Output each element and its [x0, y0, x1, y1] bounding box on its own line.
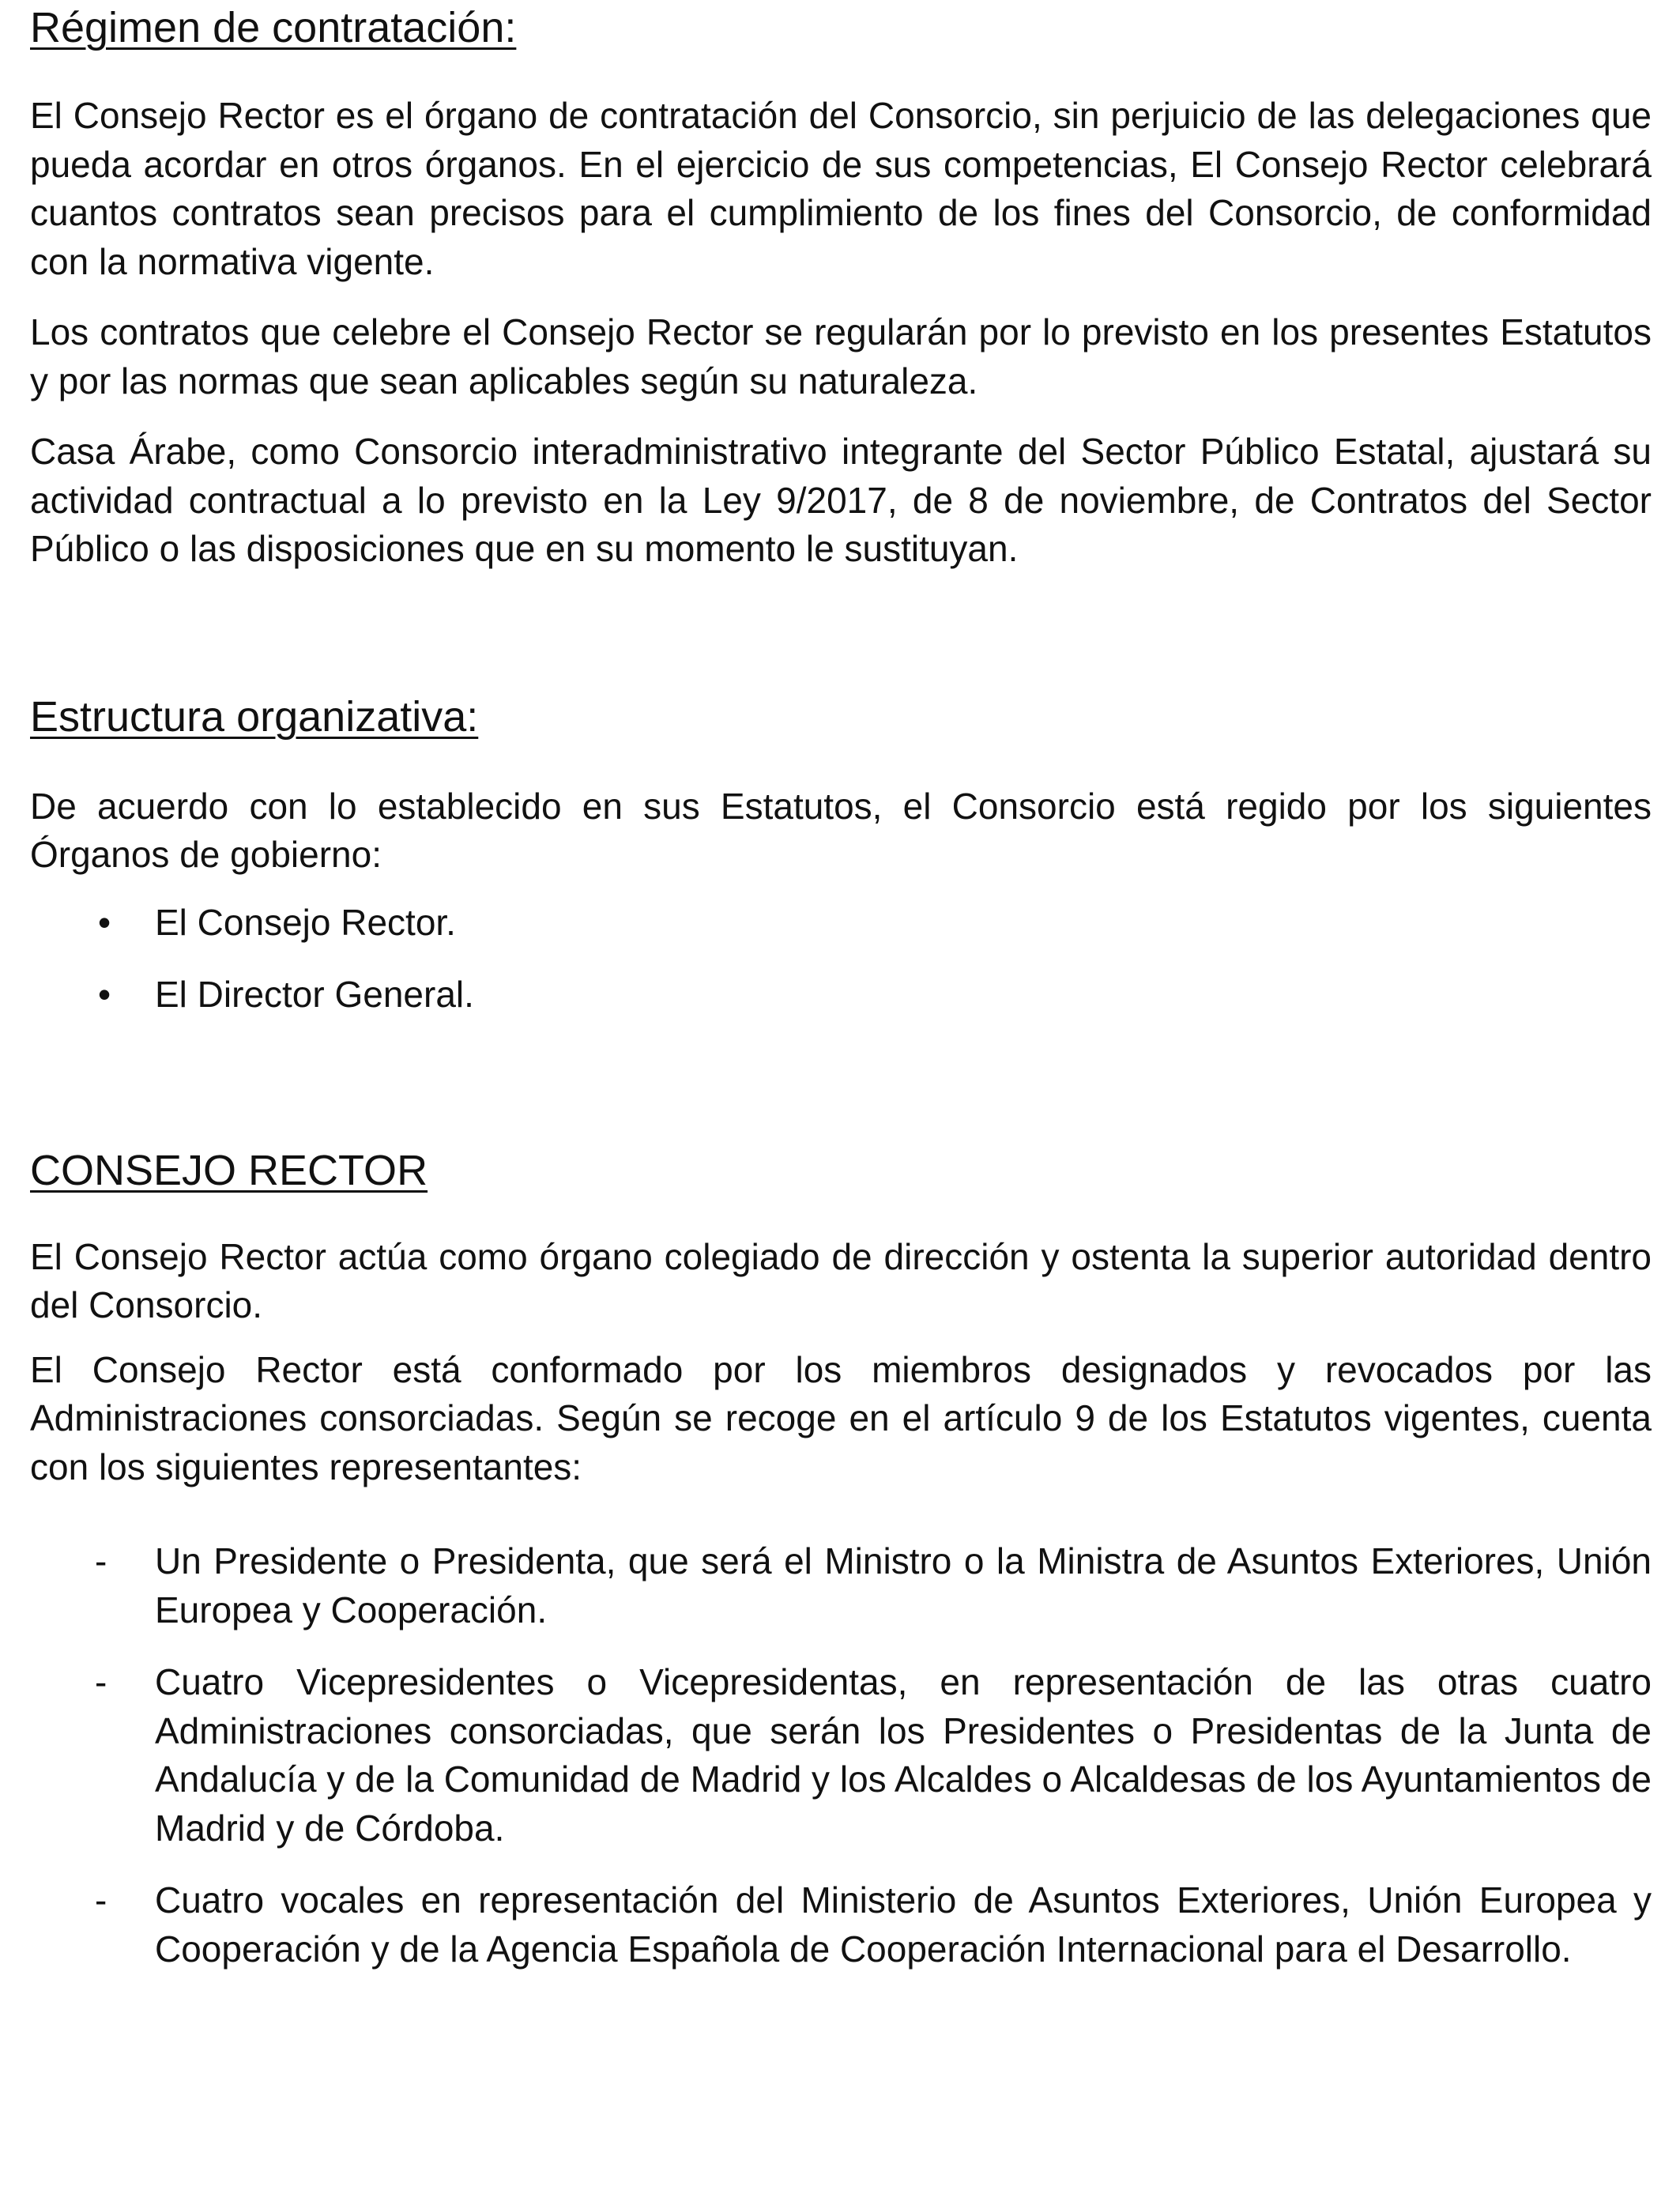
list-item-text: El Consejo Rector. — [155, 901, 456, 943]
dash-bullet: - — [95, 1879, 107, 1921]
representantes-list — [30, 1537, 1652, 1973]
list-item-consejo-rector — [30, 899, 1652, 948]
heading-regimen-contratacion: Régimen de contratación: — [30, 4, 517, 51]
bullet-icon: • — [98, 974, 111, 1015]
heading-consejo-rector: CONSEJO RECTOR — [30, 1146, 428, 1194]
dash-bullet: - — [95, 1661, 107, 1702]
paragraph-estructura-1: De acuerdo con lo establecido en sus Estatutos, el Consorcio está regido por los siguientes Órganos de gobierno: — [30, 785, 1652, 875]
bullet-icon: • — [98, 901, 111, 943]
paragraph-regimen-3: Casa Árabe, como Consorcio interadministrativo integrante del Sector Público Estatal, ajustará su actividad contractual a lo previsto en la Ley 9/2017, de 8 de noviembre, de Contratos del Sector Público o las disposiciones que en su momento le sustituyan. — [30, 431, 1652, 569]
document-page — [30, 0, 1652, 1973]
dash-bullet: - — [95, 1540, 107, 1581]
list-item-vicepresidentes — [30, 1658, 1652, 1853]
list-item-director-general — [30, 971, 1652, 1020]
list-item-text: El Director General. — [155, 974, 474, 1015]
paragraph-regimen-2: Los contratos que celebre el Consejo Rector se regularán por lo previsto en los presentes Estatutos y por las normas que sean aplicables según su naturaleza. — [30, 311, 1652, 401]
list-item-vocales — [30, 1876, 1652, 1973]
paragraph-consejo-2: El Consejo Rector está conformado por los miembros designados y revocados por las Administraciones consorciadas. Según se recoge en el artículo 9 de los Estatutos vigentes, cuenta con los siguientes representantes: — [30, 1348, 1652, 1487]
list-item-presidente — [30, 1537, 1652, 1634]
paragraph-consejo-1: El Consejo Rector actúa como órgano colegiado de dirección y ostenta la superior autoridad dentro del Consorcio. — [30, 1235, 1652, 1325]
list-item-text: Cuatro Vicepresidentes o Vicepresidentas, en representación de las otras cuatro Administraciones consorciadas, que serán los Presidentes o Presidentas de la Junta de Andalucía y de la Comunidad de Madrid y los Alcaldes o Alcaldesas de los Ayuntamientos de Madrid y de Córdoba. — [155, 1661, 1652, 1849]
paragraph-regimen-1: El Consejo Rector es el órgano de contratación del Consorcio, sin perjuicio de las delegaciones que pueda acordar en otros órganos. En el ejercicio de sus competencias, El Consejo Rector celebrará cuantos contratos sean precisos para el cumplimiento de los fines del Consorcio, de conformidad con la normativa vigente. — [30, 95, 1652, 282]
organos-list — [30, 899, 1652, 1020]
list-item-text: Un Presidente o Presidenta, que será el Ministro o la Ministra de Asuntos Exteriores, Unión Europea y Cooperación. — [155, 1540, 1652, 1630]
heading-estructura-organizativa: Estructura organizativa: — [30, 692, 479, 741]
list-item-text: Cuatro vocales en representación del Ministerio de Asuntos Exteriores, Unión Europea y Cooperación y de la Agencia Española de Cooperación Internacional para el Desarrollo. — [155, 1879, 1652, 1970]
